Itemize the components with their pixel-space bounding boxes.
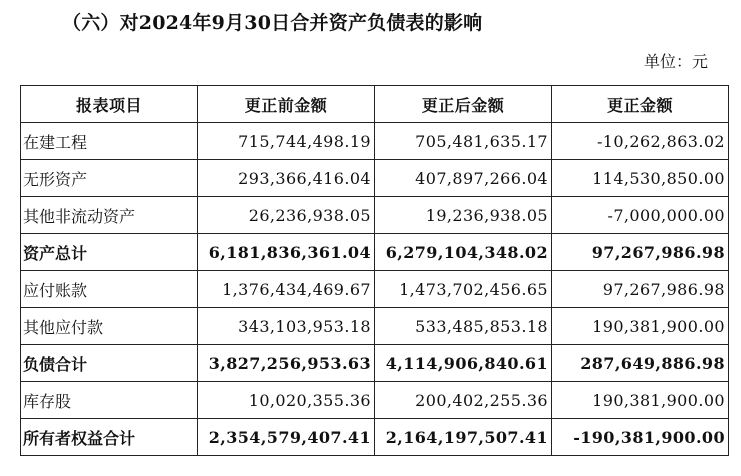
row-item-name: 资产总计 [21, 234, 198, 271]
row-correction-amount: -190,381,900.00 [552, 419, 729, 456]
row-correction-amount: 114,530,850.00 [552, 160, 729, 197]
table-row-total [21, 419, 729, 456]
row-item-name: 其他应付款 [21, 308, 198, 345]
table-row-total [21, 234, 729, 271]
row-correction-amount: -10,262,863.02 [552, 123, 729, 160]
row-after-amount: 533,485,853.18 [375, 308, 552, 345]
row-item-name: 无形资产 [21, 160, 198, 197]
row-item-name: 库存股 [21, 382, 198, 419]
table-row [21, 382, 729, 419]
row-after-amount: 705,481,635.17 [375, 123, 552, 160]
row-after-amount: 407,897,266.04 [375, 160, 552, 197]
unit-label: 单位：元 [643, 52, 708, 71]
row-item-name: 负债合计 [21, 345, 198, 382]
balance-sheet-impact-table [20, 85, 729, 456]
row-correction-amount: 97,267,986.98 [552, 271, 729, 308]
table-row-total [21, 345, 729, 382]
table-row [21, 271, 729, 308]
row-correction-amount: 97,267,986.98 [552, 234, 729, 271]
row-before-amount: 293,366,416.04 [198, 160, 375, 197]
row-before-amount: 715,744,498.19 [198, 123, 375, 160]
row-item-name: 在建工程 [21, 123, 198, 160]
row-item-name: 所有者权益合计 [21, 419, 198, 456]
row-after-amount: 200,402,255.36 [375, 382, 552, 419]
row-before-amount: 1,376,434,469.67 [198, 271, 375, 308]
section-heading: （六）对2024年9月30日合并资产负债表的影响 [62, 12, 483, 34]
row-correction-amount: -7,000,000.00 [552, 197, 729, 234]
header-before-amount: 更正前金额 [198, 86, 375, 123]
row-item-name: 其他非流动资产 [21, 197, 198, 234]
row-before-amount: 26,236,938.05 [198, 197, 375, 234]
row-item-name: 应付账款 [21, 271, 198, 308]
row-correction-amount: 287,649,886.98 [552, 345, 729, 382]
row-before-amount: 2,354,579,407.41 [198, 419, 375, 456]
row-before-amount: 10,020,355.36 [198, 382, 375, 419]
row-correction-amount: 190,381,900.00 [552, 308, 729, 345]
row-after-amount: 4,114,906,840.61 [375, 345, 552, 382]
row-after-amount: 19,236,938.05 [375, 197, 552, 234]
row-before-amount: 343,103,953.18 [198, 308, 375, 345]
row-before-amount: 3,827,256,953.63 [198, 345, 375, 382]
row-correction-amount: 190,381,900.00 [552, 382, 729, 419]
row-after-amount: 6,279,104,348.02 [375, 234, 552, 271]
row-after-amount: 1,473,702,456.65 [375, 271, 552, 308]
header-correction-amount: 更正金额 [552, 86, 729, 123]
header-after-amount: 更正后金额 [375, 86, 552, 123]
table-row [21, 197, 729, 234]
header-item: 报表项目 [21, 86, 198, 123]
row-after-amount: 2,164,197,507.41 [375, 419, 552, 456]
table-row [21, 308, 729, 345]
table-row [21, 123, 729, 160]
table-row [21, 160, 729, 197]
row-before-amount: 6,181,836,361.04 [198, 234, 375, 271]
table-header-row [21, 86, 729, 123]
